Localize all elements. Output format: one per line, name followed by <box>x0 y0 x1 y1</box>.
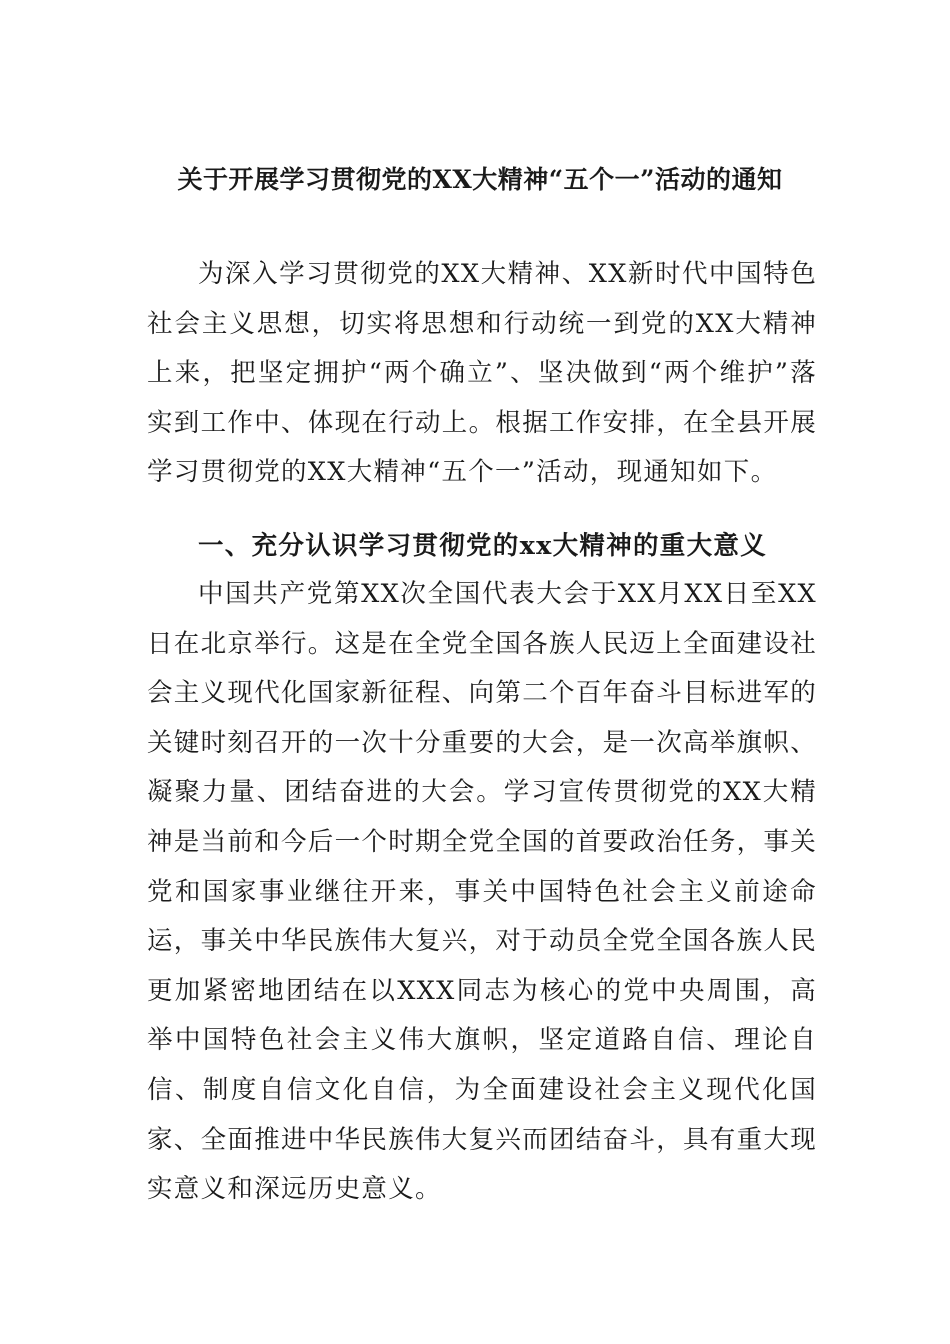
intro-paragraph: 为深入学习贯彻党的XX大精神、XX新时代中国特色社会主义思想，切实将思想和行动统一到党的XX大精神上来，把坚定拥护“两个确立”、坚决做到“两个维护”落实到工作中、体现在行动上。根据工作安排，在全县开展学习贯彻党的XX大精神“五个一”活动，现通知如下。 <box>147 259 818 488</box>
section-1-paragraph: 中国共产党第XX次全国代表大会于XX月XX日至XX日在北京举行。这是在全党全国各族人民迈上全面建设社会主义现代化国家新征程、向第二个百年奋斗目标进军的关键时刻召开的一次十分重要的大会，是一次高举旗帜、凝聚力量、团结奋进的大会。学习宣传贯彻党的XX大精神是当前和今后一个时期全党全国的首要政治任务，事关党和国家事业继往开来，事关中国特色社会主义前途命运，事关中华民族伟大复兴，对于动员全党全国各族人民更加紧密地团结在以XXX同志为核心的党中央周围，高举中国特色社会主义伟大旗帜，坚定道路自信、理论自信、制度自信文化自信，为全面建设社会主义现代化国家、全面推进中华民族伟大复兴而团结奋斗，具有重大现实意义和深远历史意义。 <box>147 579 818 1205</box>
section-heading-1: 一、充分认识学习贯彻党的xx大精神的重大意义 <box>198 531 768 561</box>
document-title: 关于开展学习贯彻党的XX大精神“五个一”活动的通知 <box>177 165 783 194</box>
